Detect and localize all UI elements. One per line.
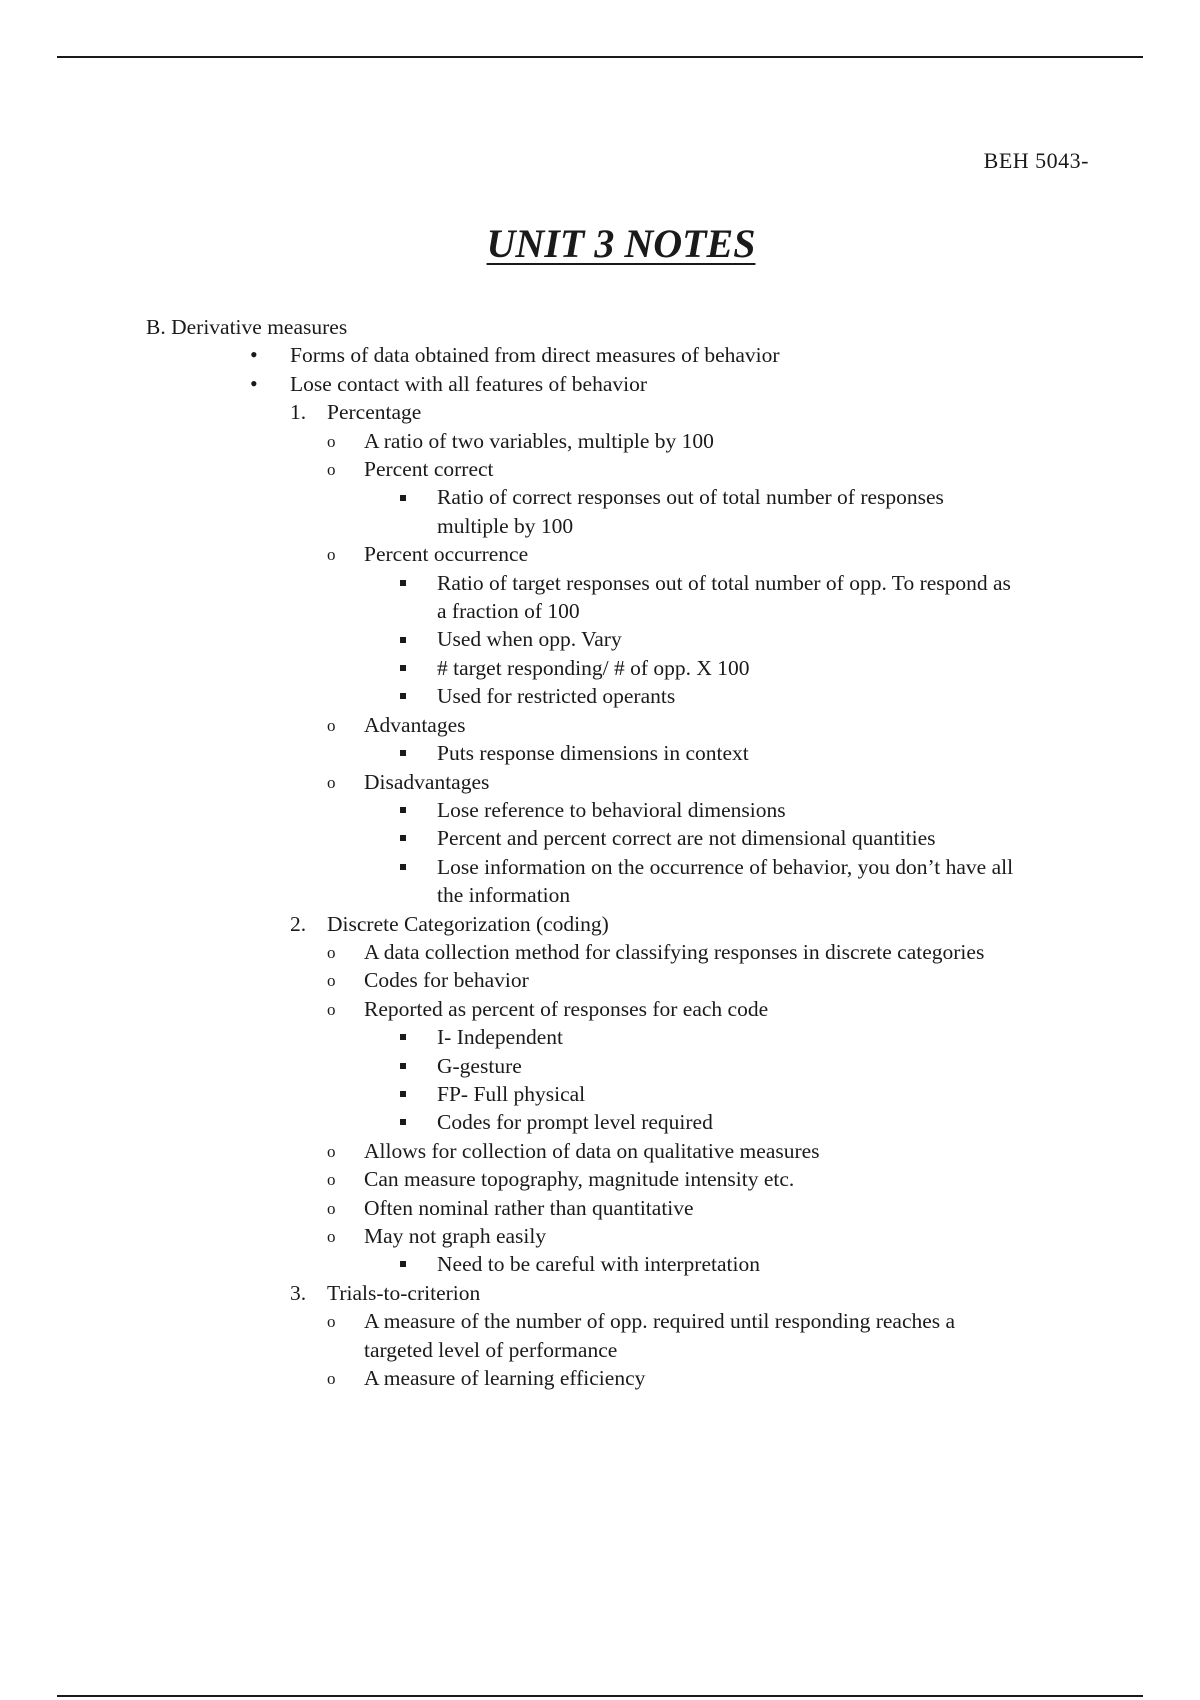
circle-marker-wrap — [327, 995, 336, 1025]
subitem — [0, 995, 1200, 1023]
item-number: 3. — [290, 1280, 307, 1305]
subitem-text: Percent occurrence — [364, 542, 529, 567]
bullet-marker: • — [250, 342, 258, 368]
square-marker — [400, 1091, 406, 1097]
detail-item — [0, 654, 1200, 682]
numbered-item-text: Trials-to-criterion — [327, 1280, 481, 1305]
square-marker-wrap — [400, 483, 406, 511]
item-number-wrap — [290, 1279, 306, 1307]
detail-item-text: I- Independent — [437, 1025, 563, 1050]
detail-item-text: Used when opp. Vary — [437, 627, 622, 652]
square-marker — [400, 637, 406, 643]
circle-marker-wrap — [327, 1137, 336, 1167]
subitem-text: Advantages — [364, 712, 466, 737]
square-marker-wrap — [400, 625, 406, 653]
detail-item — [0, 1250, 1200, 1278]
detail-item-text: a fraction of 100 — [437, 599, 580, 624]
subitem-text: A data collection method for classifying responses in discrete categories — [364, 939, 985, 964]
course-code: BEH 5043- — [983, 148, 1089, 173]
bullet-marker-wrap — [250, 370, 258, 398]
subitem-text: Codes for behavior — [364, 968, 529, 993]
detail-item-text: Ratio of target responses out of total number of opp. To respond as — [437, 570, 1011, 595]
square-marker-wrap — [400, 1108, 406, 1136]
square-marker-wrap — [400, 853, 406, 881]
circle-marker-wrap — [327, 1364, 336, 1394]
item-number-wrap — [290, 910, 306, 938]
bullet-item-text: Lose contact with all features of behavior — [290, 371, 647, 396]
subitem — [0, 455, 1200, 483]
circle-marker-wrap — [327, 1194, 336, 1224]
detail-item — [0, 483, 1200, 511]
circle-marker-wrap — [327, 455, 336, 485]
square-marker-wrap — [400, 796, 406, 824]
square-marker-wrap — [400, 1052, 406, 1080]
square-marker-wrap — [400, 1250, 406, 1278]
bullet-marker: • — [250, 370, 258, 396]
detail-item — [0, 569, 1200, 597]
detail-item — [0, 881, 1200, 909]
circle-marker: o — [327, 1227, 336, 1246]
page-title — [0, 220, 1200, 267]
circle-marker: o — [327, 971, 336, 991]
subitem-text: Reported as percent of responses for each code — [364, 996, 769, 1021]
square-marker-wrap — [400, 739, 406, 767]
square-marker-wrap — [400, 654, 406, 682]
circle-marker: o — [327, 942, 336, 962]
bullet-item — [0, 341, 1200, 369]
circle-marker: o — [327, 460, 336, 480]
circle-marker: o — [327, 1141, 336, 1161]
subitem-text: Can measure topography, magnitude intensity etc. — [364, 1167, 795, 1192]
square-marker — [400, 580, 406, 586]
square-marker — [400, 665, 406, 671]
square-marker — [400, 1261, 406, 1267]
bottom-rule — [57, 1695, 1143, 1697]
subitem-text: Allows for collection of data on qualitative measures — [364, 1138, 820, 1163]
detail-item-text: the information — [437, 883, 571, 908]
numbered-item — [0, 398, 1200, 426]
item-number: 2. — [290, 911, 307, 936]
detail-item-text: Puts response dimensions in context — [437, 741, 749, 766]
square-marker — [400, 1034, 406, 1040]
circle-marker-wrap — [327, 711, 336, 741]
numbered-item — [0, 1279, 1200, 1307]
subitem — [0, 540, 1200, 568]
detail-item-text: Used for restricted operants — [437, 684, 676, 709]
numbered-item — [0, 910, 1200, 938]
circle-marker-wrap — [327, 966, 336, 996]
detail-item-text: # target responding/ # of opp. X 100 — [437, 655, 750, 680]
circle-marker: o — [327, 1369, 336, 1389]
square-marker-wrap — [400, 1023, 406, 1051]
square-marker — [400, 1119, 406, 1125]
circle-marker: o — [327, 772, 336, 792]
square-marker — [400, 835, 406, 841]
circle-marker: o — [327, 1170, 336, 1190]
detail-item-text: Need to be careful with interpretation — [437, 1252, 760, 1277]
section-heading — [0, 313, 1200, 341]
circle-marker: o — [327, 1312, 336, 1332]
detail-item — [0, 625, 1200, 653]
circle-marker: o — [327, 431, 336, 451]
square-marker — [400, 750, 406, 756]
subitem-text: A measure of the number of opp. required until responding reaches a — [364, 1309, 956, 1334]
detail-item — [0, 1108, 1200, 1136]
circle-marker-wrap — [327, 1222, 336, 1252]
subitem — [0, 1336, 1200, 1364]
subitem — [0, 427, 1200, 455]
detail-item-text: Percent and percent correct are not dimensional quantities — [437, 826, 936, 851]
notes-outline — [0, 313, 1200, 1392]
detail-item-text: FP- Full physical — [437, 1081, 586, 1106]
subitem-text: Disadvantages — [364, 769, 490, 794]
square-marker-wrap — [400, 569, 406, 597]
circle-marker-wrap — [327, 938, 336, 968]
subitem-text: Percent correct — [364, 457, 494, 482]
section-heading-text: B. Derivative measures — [146, 315, 348, 339]
detail-item — [0, 512, 1200, 540]
subitem — [0, 1194, 1200, 1222]
square-marker-wrap — [400, 1080, 406, 1108]
detail-item — [0, 1023, 1200, 1051]
square-marker — [400, 693, 406, 699]
detail-item-text: Codes for prompt level required — [437, 1110, 713, 1135]
top-rule — [57, 56, 1143, 58]
circle-marker: o — [327, 1198, 336, 1218]
circle-marker-wrap — [327, 1165, 336, 1195]
subitem — [0, 768, 1200, 796]
circle-marker-wrap — [327, 768, 336, 798]
subitem — [0, 1307, 1200, 1335]
subitem — [0, 1165, 1200, 1193]
circle-marker-wrap — [327, 427, 336, 457]
subitem-text: A ratio of two variables, multiple by 100 — [364, 428, 714, 453]
subitem-text: targeted level of performance — [364, 1337, 618, 1362]
subitem — [0, 711, 1200, 739]
detail-item-text: multiple by 100 — [437, 513, 574, 538]
bullet-item-text: Forms of data obtained from direct measures of behavior — [290, 343, 780, 368]
item-number-wrap — [290, 398, 306, 426]
detail-item — [0, 739, 1200, 767]
detail-item-text: Lose information on the occurrence of behavior, you don’t have all — [437, 854, 1014, 879]
detail-item — [0, 1080, 1200, 1108]
page-title-text: UNIT 3 NOTES — [486, 221, 756, 266]
circle-marker-wrap — [327, 1307, 336, 1337]
subitem — [0, 966, 1200, 994]
circle-marker: o — [327, 545, 336, 565]
square-marker — [400, 807, 406, 813]
circle-marker-wrap — [327, 540, 336, 570]
bullet-marker-wrap — [250, 341, 258, 369]
square-marker — [400, 864, 406, 870]
circle-marker: o — [327, 999, 336, 1019]
detail-item — [0, 597, 1200, 625]
circle-marker: o — [327, 715, 336, 735]
item-number: 1. — [290, 400, 307, 425]
detail-item-text: Ratio of correct responses out of total number of responses — [437, 485, 944, 510]
subitem — [0, 938, 1200, 966]
subitem-text: May not graph easily — [364, 1224, 547, 1248]
square-marker — [400, 495, 406, 501]
numbered-item-text: Discrete Categorization (coding) — [327, 911, 609, 936]
subitem — [0, 1222, 1200, 1250]
subitem-text: Often nominal rather than quantitative — [364, 1195, 694, 1220]
square-marker-wrap — [400, 682, 406, 710]
detail-item — [0, 853, 1200, 881]
square-marker — [400, 1063, 406, 1069]
detail-item-text: Lose reference to behavioral dimensions — [437, 797, 786, 822]
detail-item-text: G-gesture — [437, 1053, 522, 1078]
detail-item — [0, 796, 1200, 824]
bullet-item — [0, 370, 1200, 398]
subitem — [0, 1137, 1200, 1165]
detail-item — [0, 682, 1200, 710]
subitem — [0, 1364, 1200, 1392]
square-marker-wrap — [400, 824, 406, 852]
numbered-item-text: Percentage — [327, 400, 422, 425]
detail-item — [0, 824, 1200, 852]
detail-item — [0, 1052, 1200, 1080]
subitem-text: A measure of learning efficiency — [364, 1366, 646, 1391]
